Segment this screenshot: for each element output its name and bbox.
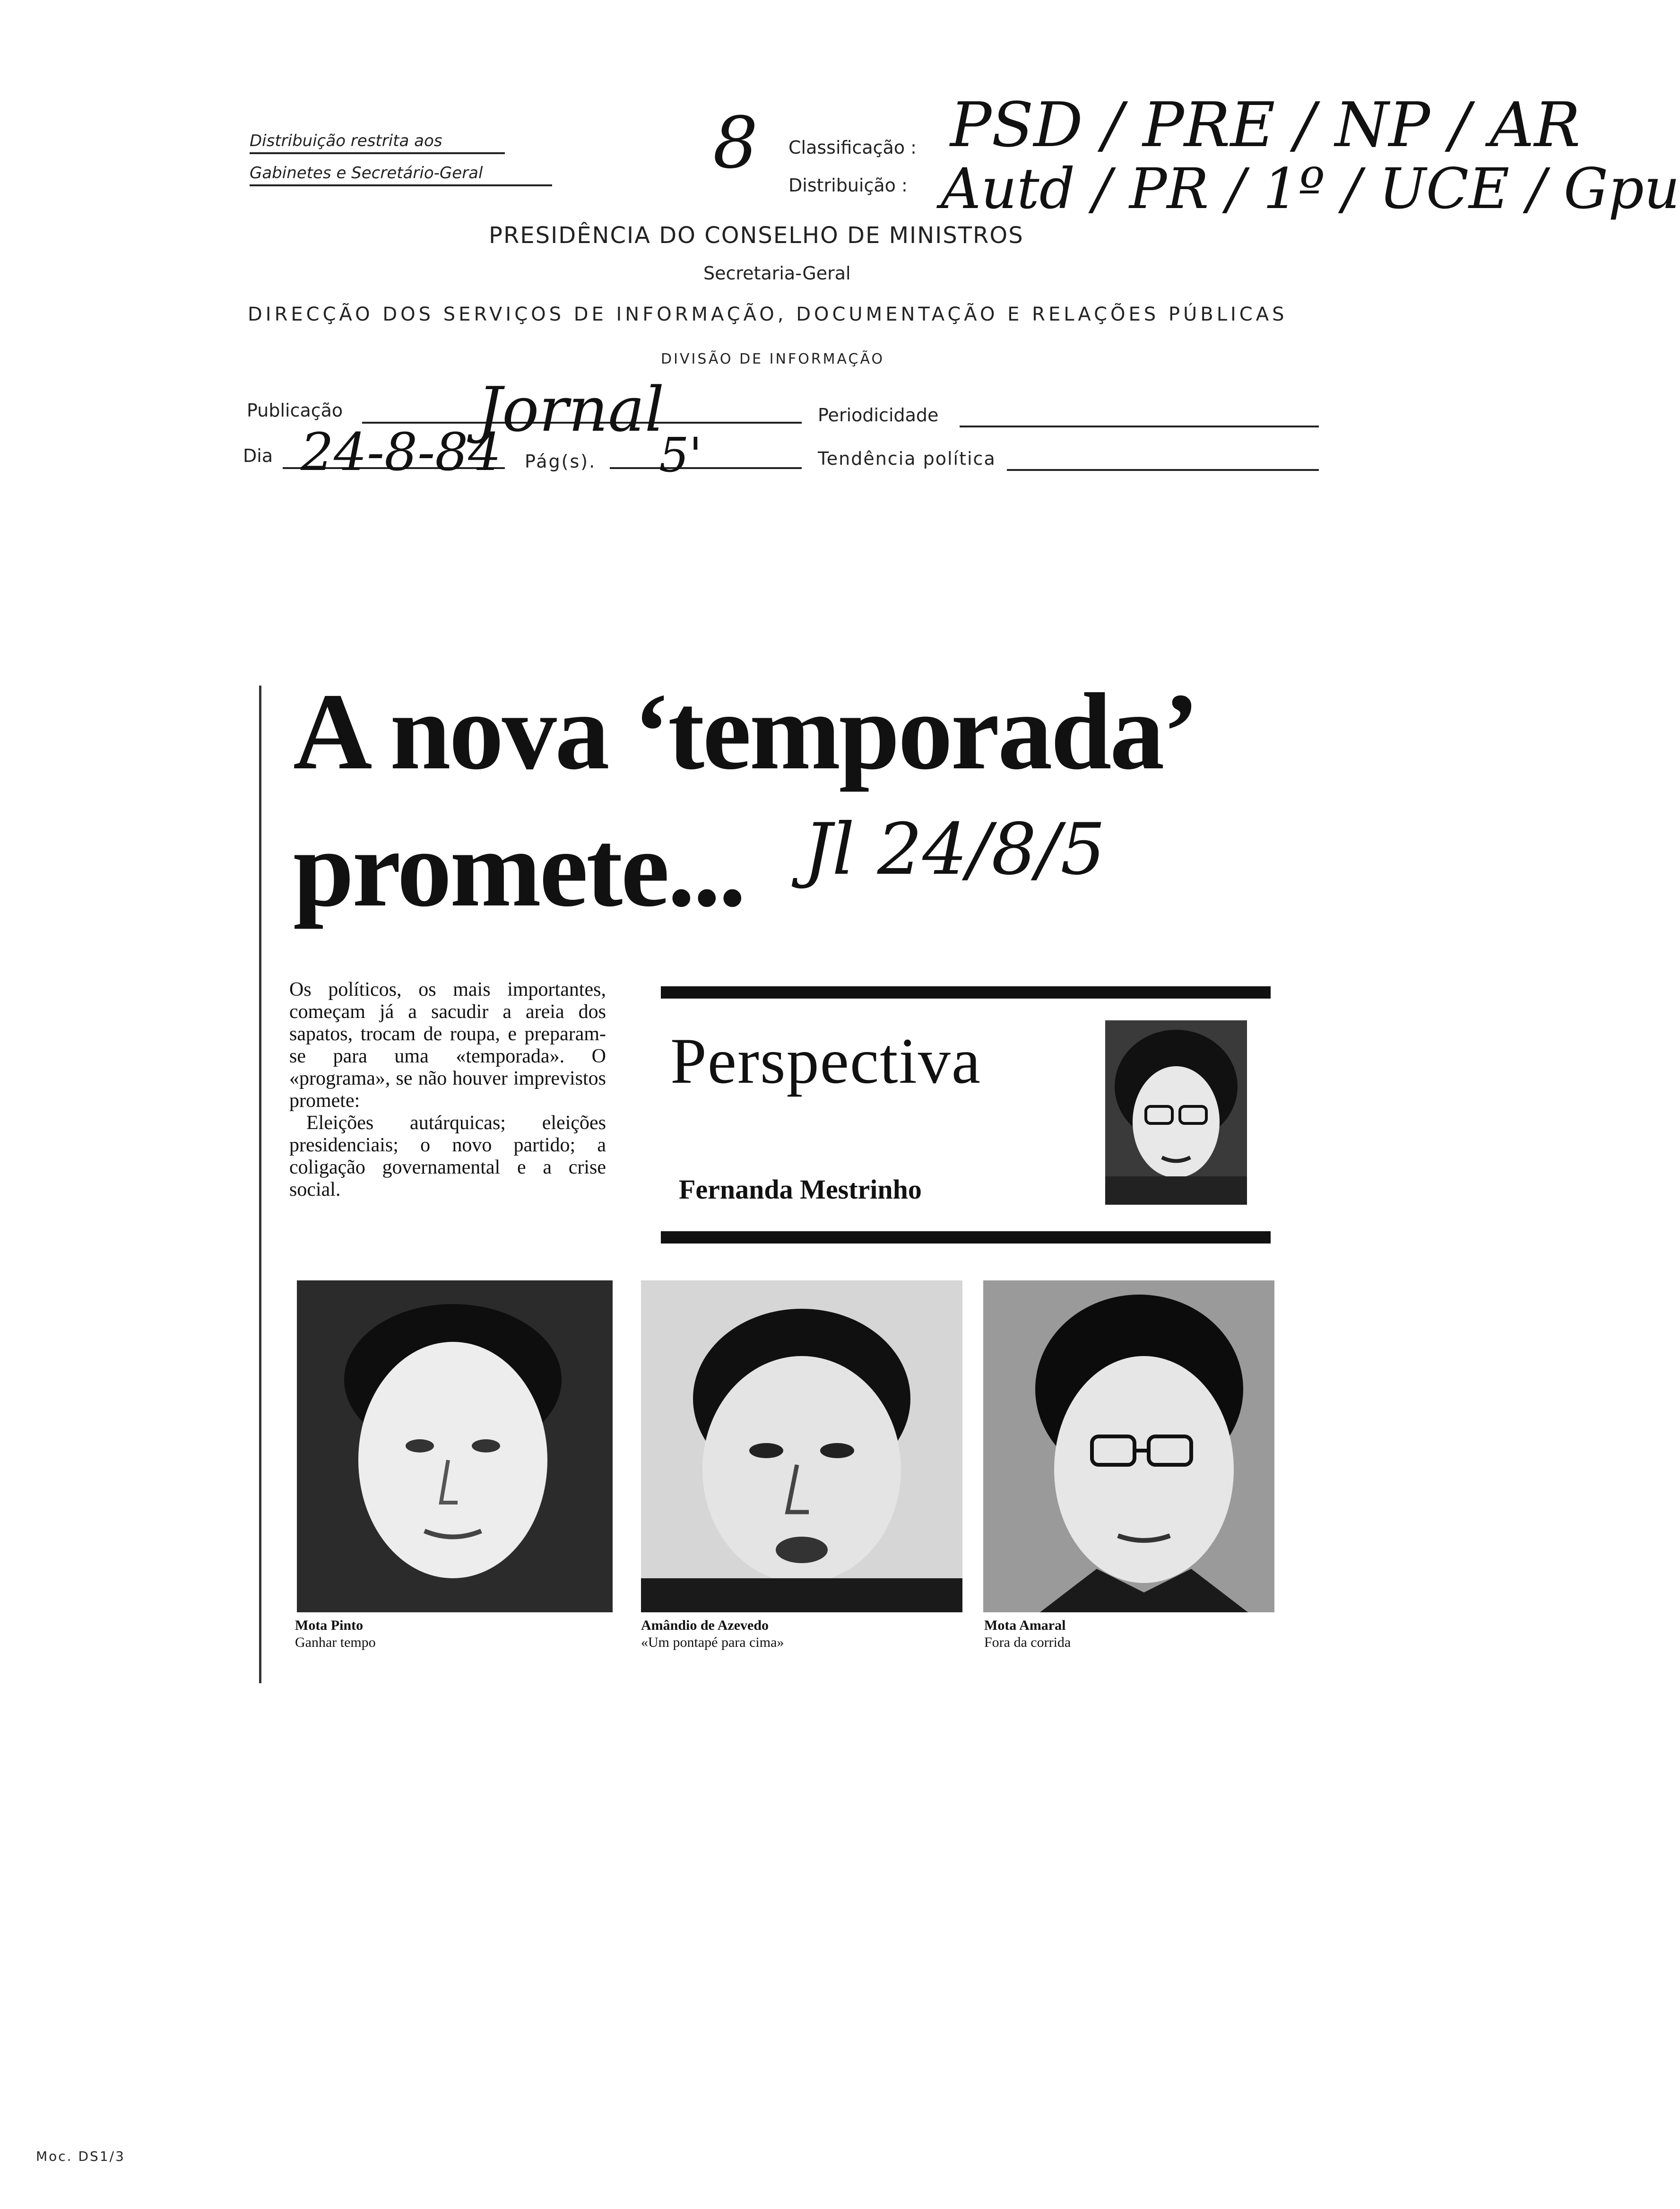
photo-amandio-de-azevedo-image — [641, 1280, 962, 1612]
caption-amandio-de-azevedo — [641, 1617, 784, 1651]
article-handwritten-annotation: Jl 24/8/5 — [804, 809, 1106, 891]
restricted-line-2: Gabinetes e Secretário-Geral — [250, 164, 552, 186]
classificacao-value: PSD / PRE / NP / AR — [950, 89, 1581, 161]
article-headline-line-2: promete... — [293, 808, 745, 930]
periodicidade-label: Periodicidade — [818, 405, 939, 426]
pags-value: 5' — [659, 427, 702, 483]
org-subtitle: Secretaria-Geral — [703, 263, 851, 284]
tendencia-label: Tendência política — [818, 448, 996, 469]
periodicidade-field — [960, 426, 1319, 427]
article-intro-paragraph-1: Os políticos, os mais importantes, começam já a sacudir a areia dos sapatos, trocam de roupa, e preparam-se para uma «temporada». O «programa», se não houver imprevistos promete: — [289, 979, 606, 1112]
pags-field — [610, 467, 802, 469]
caption-name-amandio-de-azevedo: Amândio de Azevedo — [641, 1618, 769, 1633]
org-title: PRESIDÊNCIA DO CONSELHO DE MINISTROS — [489, 222, 1024, 249]
dia-value: 24-8-84 — [301, 422, 502, 482]
direction-title: DIRECÇÃO DOS SERVIÇOS DE INFORMAÇÃO, DOCUMENTAÇÃO E RELAÇÕES PÚBLICAS — [248, 304, 1288, 325]
caption-mota-amaral — [984, 1617, 1071, 1651]
column-bottom-rule — [661, 1231, 1271, 1244]
pags-label: Pág(s). — [525, 451, 597, 472]
photo-mota-pinto-image — [297, 1280, 613, 1612]
division-title: DIVISÃO DE INFORMAÇÃO — [661, 351, 885, 367]
column-top-rule — [661, 986, 1271, 999]
column-author: Fernanda Mestrinho — [679, 1174, 922, 1205]
caption-text-mota-amaral: Fora da corrida — [984, 1635, 1071, 1650]
article-intro-paragraph-2: Eleições autárquicas; eleições presidenciais; o novo partido; a coligação governamental e a crise social. — [289, 1112, 606, 1200]
restricted-distribution-note — [250, 131, 514, 186]
handwritten-number: 8 — [713, 102, 758, 184]
article-headline-line-1: A nova ‘temporada’ — [293, 671, 1197, 792]
caption-name-mota-pinto: Mota Pinto — [295, 1618, 364, 1633]
publicacao-label: Publicação — [247, 400, 343, 421]
article-intro — [289, 979, 606, 1201]
photo-amandio-de-azevedo — [641, 1280, 962, 1612]
clipping-left-border — [259, 686, 261, 1683]
caption-text-mota-pinto: Ganhar tempo — [295, 1635, 376, 1650]
dia-label: Dia — [243, 445, 273, 466]
distribuicao-value: Autd / PR / 1º / UCE / Gpu — [941, 156, 1680, 221]
distribuicao-label: Distribuição : — [788, 175, 908, 196]
restricted-line-1: Distribuição restrita aos — [250, 131, 505, 154]
caption-text-amandio-de-azevedo: «Um pontapé para cima» — [641, 1635, 784, 1650]
author-portrait-image — [1105, 1020, 1247, 1205]
column-name: Perspectiva — [670, 1025, 982, 1097]
form-code: Moc. DS1/3 — [36, 2148, 125, 2164]
photo-mota-amaral — [983, 1280, 1274, 1612]
caption-mota-pinto — [295, 1617, 376, 1651]
photo-mota-pinto — [297, 1280, 613, 1612]
author-portrait — [1105, 1020, 1247, 1205]
classificacao-label: Classificação : — [788, 137, 917, 158]
publicacao-value: Jornal — [477, 374, 665, 445]
tendencia-field — [1007, 469, 1319, 471]
caption-name-mota-amaral: Mota Amaral — [984, 1618, 1066, 1633]
photo-mota-amaral-image — [983, 1280, 1274, 1612]
